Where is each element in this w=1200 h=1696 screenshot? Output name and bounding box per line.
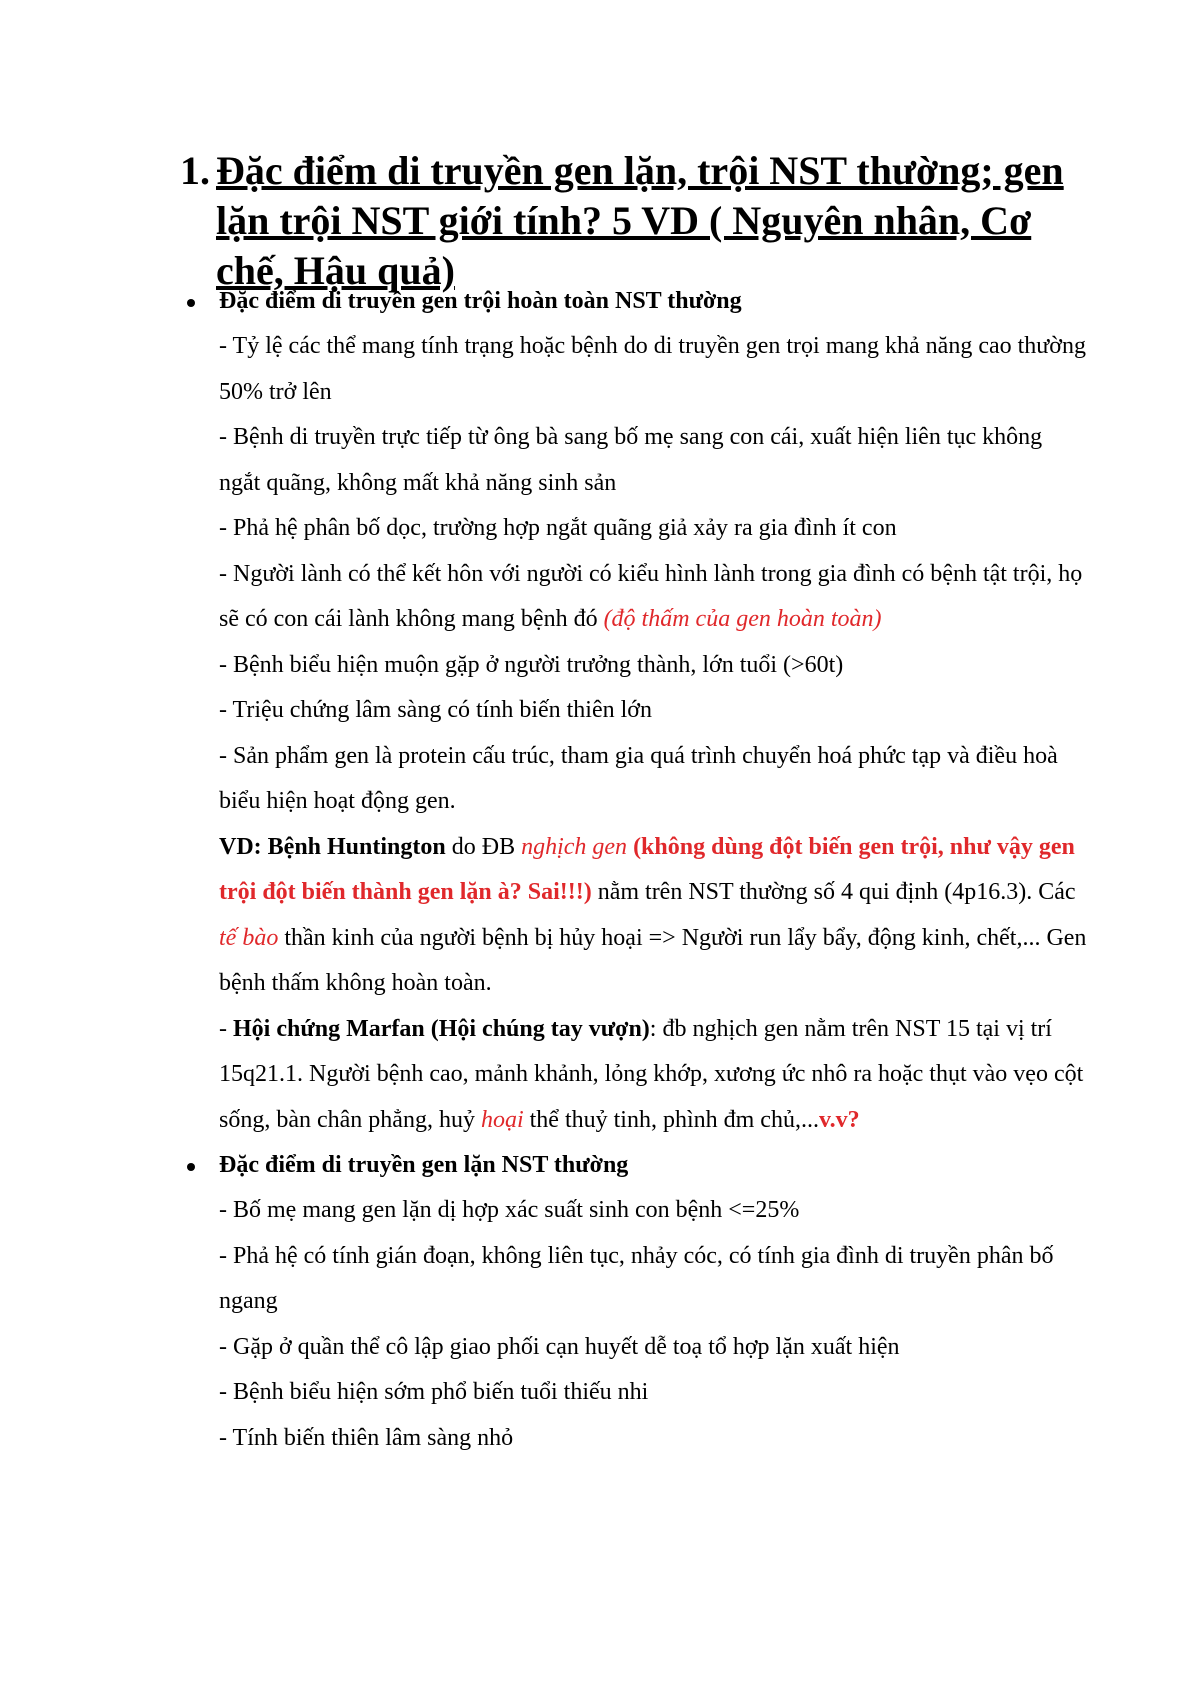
document-body bbox=[0, 279, 1200, 1461]
text: nằm trên NST thường số 4 qui định (4p16.3). Các bbox=[591, 879, 1076, 905]
example-label: VD: Bệnh Huntington bbox=[219, 833, 446, 860]
text: : đb nghịch gen nằm trên NST 15 tại vị trí 15q21.1. Người bệnh cao, mảnh khảnh, lỏng khớp, xương ức nhô ra hoặc thụt vào vẹo cột sống, bàn chân phẳng, huỷ bbox=[219, 1015, 1084, 1133]
paragraph: - Tỷ lệ các thể mang tính trạng hoặc bệnh do di truyền gen trọi mang khả năng cao thường 50% trở lên bbox=[219, 333, 1086, 405]
paragraph: - Bệnh di truyền trực tiếp từ ông bà sang bố mẹ sang con cái, xuất hiện liên tục không ngắt quãng, không mất khả năng sinh sản bbox=[219, 424, 1043, 496]
red-italic-text: tế bào bbox=[219, 924, 279, 951]
paragraph: - Bệnh biểu hiện sớm phổ biến tuổi thiếu nhi bbox=[219, 1379, 649, 1405]
text: - bbox=[219, 1015, 233, 1042]
heading-number: 1. bbox=[180, 148, 210, 193]
paragraph: - Bệnh biểu hiện muộn gặp ở người trưởng thành, lớn tuổi (>60t) bbox=[219, 651, 844, 678]
text: do ĐB bbox=[445, 833, 522, 860]
section-heading bbox=[180, 146, 1080, 296]
bullet-dot-icon bbox=[187, 299, 195, 307]
paragraph: - Triệu chứng lâm sàng có tính biến thiên lớn bbox=[219, 697, 652, 723]
bullet-heading-recessive bbox=[0, 1143, 1200, 1188]
example-label: Hội chứng Marfan (Hội chúng tay vượn) bbox=[233, 1015, 650, 1042]
red-italic-text: nghịch gen bbox=[521, 833, 628, 860]
bullet-dot-icon bbox=[187, 1163, 195, 1171]
paragraph: - Gặp ở quần thể cô lập giao phối cạn huyết dễ toạ tổ hợp lặn xuất hiện bbox=[219, 1333, 900, 1360]
bullet-title: Đặc điểm di truyền gen trội hoàn toàn NST thường bbox=[219, 288, 742, 314]
heading-title: Đặc điểm di truyền gen lặn, trội NST thường; gen lặn trội NST giới tính? 5 VD ( Nguyên nhân, Cơ chế, Hậu quả) bbox=[216, 148, 1064, 293]
paragraph: - Sản phẩm gen là protein cấu trúc, tham gia quá trình chuyển hoá phức tạp và điều hoà biểu hiện hoạt động gen. bbox=[219, 742, 1058, 814]
red-bold-text: v.v? bbox=[818, 1106, 860, 1133]
paragraph: - Tính biến thiên lâm sàng nhỏ bbox=[219, 1424, 514, 1451]
bullet-heading-dominant bbox=[0, 279, 1200, 324]
paragraph-text: - Người lành có thể kết hôn với người có kiểu hình lành trong gia đình có bệnh tật trội, họ sẽ có con cái lành không mang bệnh đó bbox=[219, 560, 1083, 632]
red-note: (độ thấm của gen hoàn toàn) bbox=[603, 606, 882, 632]
text: thể thuỷ tinh, phình đm chủ,... bbox=[523, 1106, 819, 1133]
paragraph: - Phả hệ có tính gián đoạn, không liên tục, nhảy cóc, có tính gia đình di truyền phân bố ngang bbox=[219, 1242, 1054, 1314]
red-italic-text: hoại bbox=[480, 1106, 524, 1133]
paragraph bbox=[219, 552, 1089, 643]
example-huntington bbox=[219, 825, 1089, 1007]
bullet-title: Đặc điểm di truyền gen lặn NST thường bbox=[219, 1152, 629, 1178]
red-bold-note: (không dùng đột biến gen trội, như vậy gen trội đột biến thành gen lặn à? Sai!!!) bbox=[219, 833, 1075, 905]
paragraph: - Bố mẹ mang gen lặn dị hợp xác suất sinh con bệnh <=25% bbox=[219, 1197, 800, 1223]
example-marfan bbox=[219, 1007, 1089, 1144]
paragraph: - Phả hệ phân bố dọc, trường hợp ngắt quãng giả xảy ra gia đình ít con bbox=[219, 515, 897, 541]
text: thần kinh của người bệnh bị hủy hoại => Người run lẩy bẩy, động kinh, chết,... Gen bệnh thấm không hoàn toàn. bbox=[219, 924, 1087, 996]
